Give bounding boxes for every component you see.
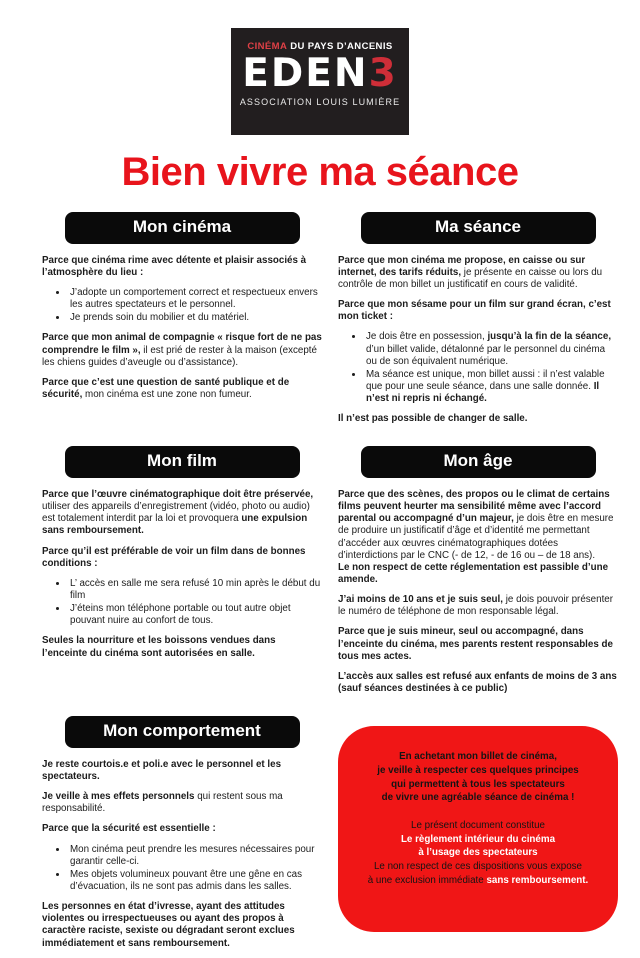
notice-paragraph xyxy=(350,750,606,805)
paragraph xyxy=(42,546,322,570)
cinema-logo xyxy=(231,28,409,135)
text-run: Je reste courtois.e et poli.e avec le personnel et les spectateurs. xyxy=(42,758,282,782)
text-run: je présente en caisse ou lors du contrôle de mon billet un justificatif en cours de validité. xyxy=(338,266,603,290)
paragraph xyxy=(338,594,618,618)
text-run: (sauf séances destinées à ce public) xyxy=(338,683,508,695)
logo-association-text: ASSOCIATION LOUIS LUMIÈRE xyxy=(239,96,401,107)
section-body-mon-comportement xyxy=(42,759,322,950)
notice-line xyxy=(350,833,606,847)
logo-cinema-word: CINÉMA xyxy=(247,41,288,52)
bullet-list xyxy=(42,287,322,324)
section-mon-comportement xyxy=(42,716,322,958)
section-mon-age xyxy=(338,446,618,703)
bullet-item xyxy=(68,869,322,893)
text-run: qui permettent à tous les spectateurs xyxy=(391,778,565,790)
text-run: Parce que l’œuvre cinématographique doit être préservée, xyxy=(42,489,314,501)
notice-box xyxy=(338,726,618,932)
text-run: Le règlement intérieur du cinéma xyxy=(400,833,556,845)
section-body-mon-cinema xyxy=(42,255,322,401)
paragraph xyxy=(338,671,618,695)
paragraph xyxy=(338,489,618,586)
text-run: Le non respect de cette réglementation est passible d’une amende. xyxy=(338,561,609,586)
logo-brand xyxy=(239,52,401,97)
text-run: Mes objets volumineux pouvant être une gêne en cas d’évacuation, ils ne sont pas admis dans les salles. xyxy=(70,868,303,892)
text-run: Parce que cinéma rime avec détente et plaisir associés à l’atmosphère du lieu : xyxy=(42,254,307,278)
paragraph xyxy=(42,332,322,368)
section-header-mon-comportement: Mon comportement xyxy=(65,716,300,748)
notice-line xyxy=(350,860,606,874)
notice-line xyxy=(350,846,606,860)
notice-line xyxy=(350,791,606,805)
text-run: Je veille à mes effets personnels xyxy=(42,791,198,803)
logo-region-text: DU PAYS D’ANCENIS xyxy=(290,41,393,52)
text-run: utiliser des appareils d’enregistrement (vidéo, photo ou audio) est totalement interdit par la loi et provoquera xyxy=(42,501,310,525)
section-header-ma-seance: Ma séance xyxy=(361,212,596,244)
text-run: Parce que mon animal de compagnie « risque fort de ne pas comprendre le film », xyxy=(42,332,322,356)
paragraph xyxy=(42,759,322,783)
section-mon-cinema xyxy=(42,212,322,409)
paragraph xyxy=(42,823,322,835)
page-header xyxy=(0,28,640,194)
text-run: jusqu’à la fin de la séance, xyxy=(487,331,612,343)
logo-brand-three: 3 xyxy=(368,51,398,96)
text-run: Il n’est pas possible de changer de salle. xyxy=(338,413,528,425)
text-run: je dois pouvoir présenter le numéro de téléphone de mon responsable légal. xyxy=(338,594,614,618)
paragraph xyxy=(42,377,322,401)
text-run: Les personnes en état d’ivresse, ayant des attitudes violentes ou irrespectueuses ou ayant des propos à caractère raciste, sexiste ou dégradant seront exclues immédiatement et sans remboursement. xyxy=(42,901,295,949)
text-run: J’adopte un comportement correct et respectueux envers les autres spectateurs et le personnel. xyxy=(70,286,318,311)
text-run: Seules la nourriture et les boissons vendues dans l’enceinte du cinéma sont autorisées en salle. xyxy=(42,635,276,659)
section-body-mon-film xyxy=(42,489,322,660)
paragraph xyxy=(338,299,618,323)
text-run: L’ accès en salle me sera refusé 10 min après le début du film xyxy=(70,577,321,602)
text-run: Je dois être en possession, xyxy=(366,331,488,343)
text-run: de vivre une agréable séance de cinéma ! xyxy=(381,792,575,804)
text-run: Le présent document constitue xyxy=(411,819,545,831)
text-run: Il n’est ni repris ni échangé. xyxy=(366,380,600,405)
text-run: qui restent sous ma responsabilité. xyxy=(42,791,283,815)
text-run: à une exclusion immédiate xyxy=(367,874,487,886)
notice-line xyxy=(350,819,606,833)
notice-line xyxy=(350,778,606,792)
text-run: il est prié de rester à la maison (excepté les chiens guides d’aveugle ou d’assistance). xyxy=(42,344,317,368)
text-run: je dois être en mesure de produire un justificatif d’âge et d’identité me permettant d’accéder aux œuvres cinématographiques dotées d’interdictions par le CNC (- de 12, - de 16 ou – de 18 ans). xyxy=(338,513,614,561)
content-columns xyxy=(0,200,640,958)
text-run: mon cinéma est une zone non fumeur. xyxy=(85,388,252,400)
bullet-item xyxy=(364,369,618,405)
bullet-list xyxy=(42,844,322,894)
notice-paragraph xyxy=(350,819,606,888)
paragraph xyxy=(42,791,322,815)
section-mon-film xyxy=(42,446,322,667)
text-run: Mon cinéma peut prendre les mesures nécessaires pour garantir celle-ci. xyxy=(70,843,315,867)
text-run: L’accès aux salles est refusé aux enfants de moins de 3 ans xyxy=(338,670,617,682)
section-body-mon-age xyxy=(338,489,618,695)
text-run: je veille à respecter ces quelques principes xyxy=(377,764,579,776)
paragraph xyxy=(338,626,618,662)
text-run: sans remboursement. xyxy=(486,874,589,886)
notice-line xyxy=(350,764,606,778)
paragraph xyxy=(42,635,322,659)
text-run: J’éteins mon téléphone portable ou tout autre objet pouvant nuire au confort de tous. xyxy=(70,603,291,627)
text-run: à l’usage des spectateurs xyxy=(418,847,538,859)
bullet-list xyxy=(42,578,322,628)
section-header-mon-cinema: Mon cinéma xyxy=(65,212,300,244)
notice-box-content xyxy=(350,750,606,887)
bullet-item xyxy=(68,578,322,602)
text-run: Ma séance est unique, mon billet aussi : il n’est valable que pour une seule séance, dans une salle donnée. xyxy=(366,368,605,392)
paragraph xyxy=(338,413,618,425)
text-run: J’ai moins de 10 ans et je suis seul, xyxy=(338,594,506,606)
text-run: En achetant mon billet de cinéma, xyxy=(399,751,557,763)
text-run: Parce qu’il est préférable de voir un film dans de bonnes conditions : xyxy=(42,545,306,569)
section-body-ma-seance xyxy=(338,255,618,426)
paragraph xyxy=(42,255,322,279)
text-run: Parce que mon cinéma me propose, en caisse ou sur internet, des tarifs réduits, xyxy=(338,254,586,278)
page-title: Bien vivre ma séance xyxy=(121,150,519,194)
section-header-mon-age: Mon âge xyxy=(361,446,596,478)
text-run: Le non respect de ces dispositions vous expose xyxy=(373,861,583,873)
text-run: Je prends soin du mobilier et du matériel. xyxy=(70,312,250,324)
text-run: Parce que c’est une question de santé publique et de sécurité, xyxy=(42,376,290,400)
section-header-mon-film: Mon film xyxy=(65,446,300,478)
bullet-item xyxy=(68,603,322,627)
logo-brand-eden: EDEN xyxy=(242,51,369,96)
text-run: Parce que mon sésame pour un film sur grand écran, c’est mon ticket : xyxy=(338,299,611,323)
notice-line xyxy=(350,874,606,888)
bullet-item xyxy=(68,287,322,311)
paragraph xyxy=(42,901,322,950)
notice-line xyxy=(350,750,606,764)
paragraph xyxy=(42,489,322,538)
section-ma-seance xyxy=(338,212,618,433)
paragraph xyxy=(338,255,618,291)
text-run: une expulsion sans remboursement. xyxy=(42,513,308,537)
text-run: d’un billet valide, détalonné par le personnel du cinéma ou de son équivalent numérique. xyxy=(366,343,606,367)
text-run: Parce que des scènes, des propos ou le climat de certains films peuvent heurter ma sensibilité même avec l’accord parental ou accompagné d’un majeur, xyxy=(338,489,610,525)
bullet-item xyxy=(68,844,322,868)
bullet-item xyxy=(364,331,618,367)
bullet-list xyxy=(338,331,618,405)
text-run: Parce que la sécurité est essentielle : xyxy=(42,823,216,835)
bullet-item xyxy=(68,312,322,324)
text-run: Parce que je suis mineur, seul ou accompagné, dans l’enceinte du cinéma, mes parents restent responsables de tous mes actes. xyxy=(338,626,613,662)
